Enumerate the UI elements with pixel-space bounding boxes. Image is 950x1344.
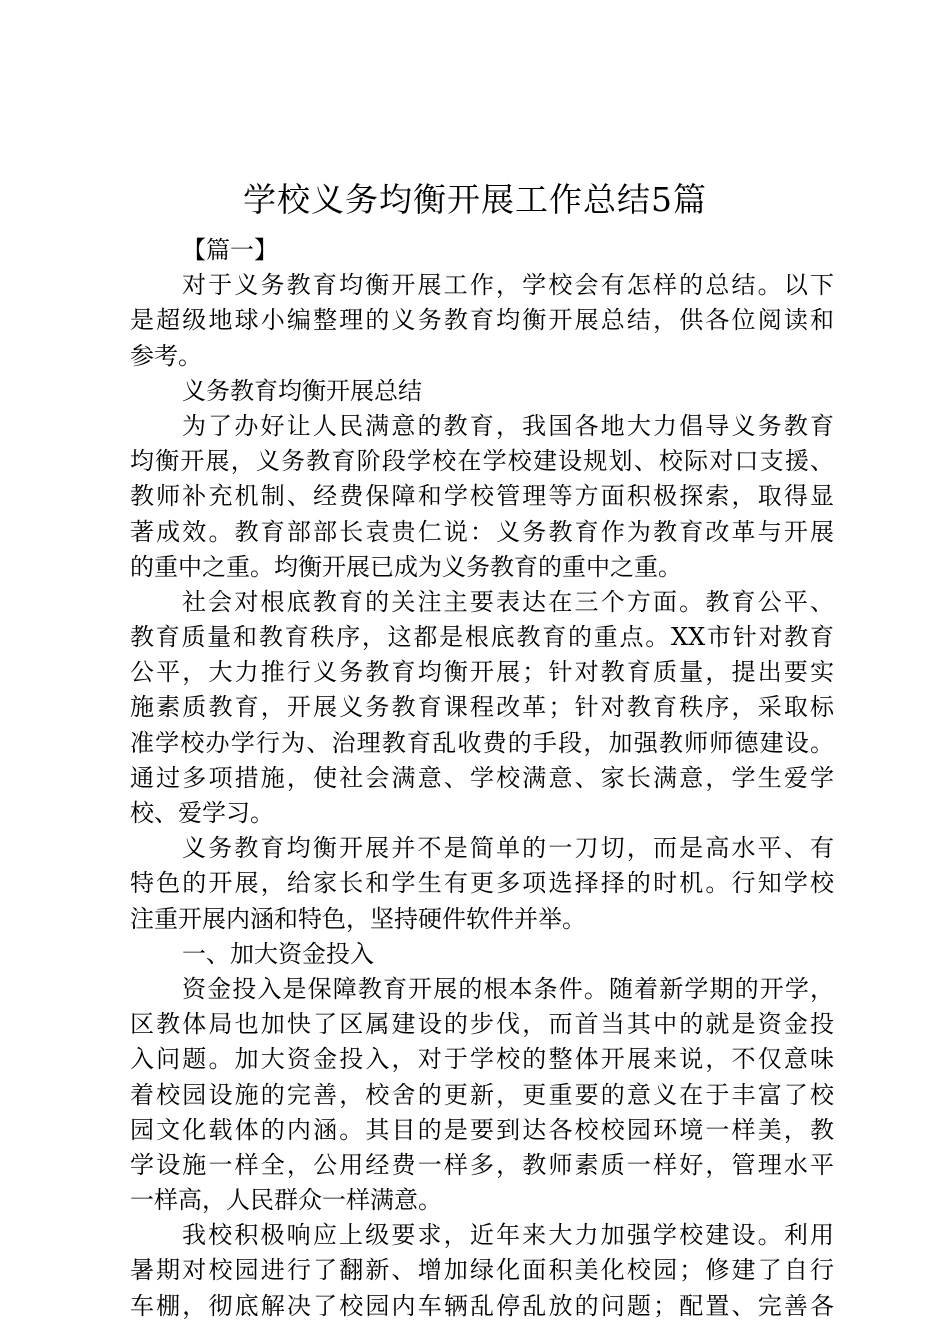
subheading: 一、加大资金投入	[182, 939, 374, 968]
body-line: 是超级地球小编整理的义务教育均衡开展总结，供各位阅读和	[130, 306, 834, 335]
body-line: 特色的开展，给家长和学生有更多项选择择的时机。行知学校	[130, 869, 834, 898]
body-line: 著成效。教育部部长袁贵仁说：义务教育作为教育改革与开展	[130, 517, 834, 546]
body-line: 教育质量和教育秩序，这都是根底教育的重点。XX市针对教育	[130, 623, 834, 652]
subheading: 义务教育均衡开展总结	[182, 376, 422, 405]
body-line: 的重中之重。均衡开展已成为义务教育的重中之重。	[130, 552, 682, 581]
body-line: 学设施一样全，公用经费一样多，教师素质一样好，管理水平	[130, 1150, 834, 1179]
body-line: 社会对根底教育的关注主要表达在三个方面。教育公平、	[182, 587, 834, 616]
body-line: 资金投入是保障教育开展的根本条件。随着新学期的开学，	[182, 974, 834, 1003]
body-line: 对于义务教育均衡开展工作，学校会有怎样的总结。以下	[182, 271, 834, 300]
body-line: 公平，大力推行义务教育均衡开展；针对教育质量，提出要实	[130, 658, 834, 687]
body-line: 车棚，彻底解决了校园内车辆乱停乱放的问题；配置、完善各	[130, 1291, 834, 1320]
body-line: 一样高，人民群众一样满意。	[130, 1186, 442, 1215]
body-line: 园文化载体的内涵。其目的是要到达各校校园环境一样美，教	[130, 1115, 834, 1144]
body-line: 入问题。加大资金投入，对于学校的整体开展来说，不仅意味	[130, 1045, 834, 1074]
body-line: 准学校办学行为、治理教育乱收费的手段，加强教师师德建设。	[130, 728, 834, 757]
body-line: 校、爱学习。	[130, 799, 274, 827]
document-title: 学校义务均衡开展工作总结5篇	[243, 180, 707, 219]
body-line: 暑期对校园进行了翻新、增加绿化面积美化校园；修建了自行	[130, 1256, 834, 1285]
body-line: 均衡开展，义务教育阶段学校在学校建设规划、校际对口支援、	[130, 447, 834, 476]
body-line: 为了办好让人民满意的教育，我国各地大力倡导义务教育	[182, 411, 834, 440]
body-line: 我校积极响应上级要求，近年来大力加强学校建设。利用	[182, 1221, 834, 1250]
body-line: 教师补充机制、经费保障和学校管理等方面积极探索，取得显	[130, 482, 834, 511]
body-line: 义务教育均衡开展并不是简单的一刀切，而是高水平、有	[182, 834, 834, 863]
body-line: 区教体局也加快了区属建设的步伐，而首当其中的就是资金投	[130, 1010, 834, 1039]
body-line: 施素质教育，开展义务教育课程改革；针对教育秩序，采取标	[130, 693, 834, 722]
body-line: 参考。	[130, 341, 202, 370]
body-line: 注重开展内涵和特色，坚持硬件软件并举。	[130, 904, 586, 933]
section-heading: 【篇一】	[182, 236, 278, 264]
body-line: 着校园设施的完善，校舍的更新，更重要的意义在于丰富了校	[130, 1080, 834, 1109]
document-body	[130, 233, 834, 1324]
body-line: 通过多项措施，使社会满意、学校满意、家长满意，学生爱学	[130, 763, 834, 792]
